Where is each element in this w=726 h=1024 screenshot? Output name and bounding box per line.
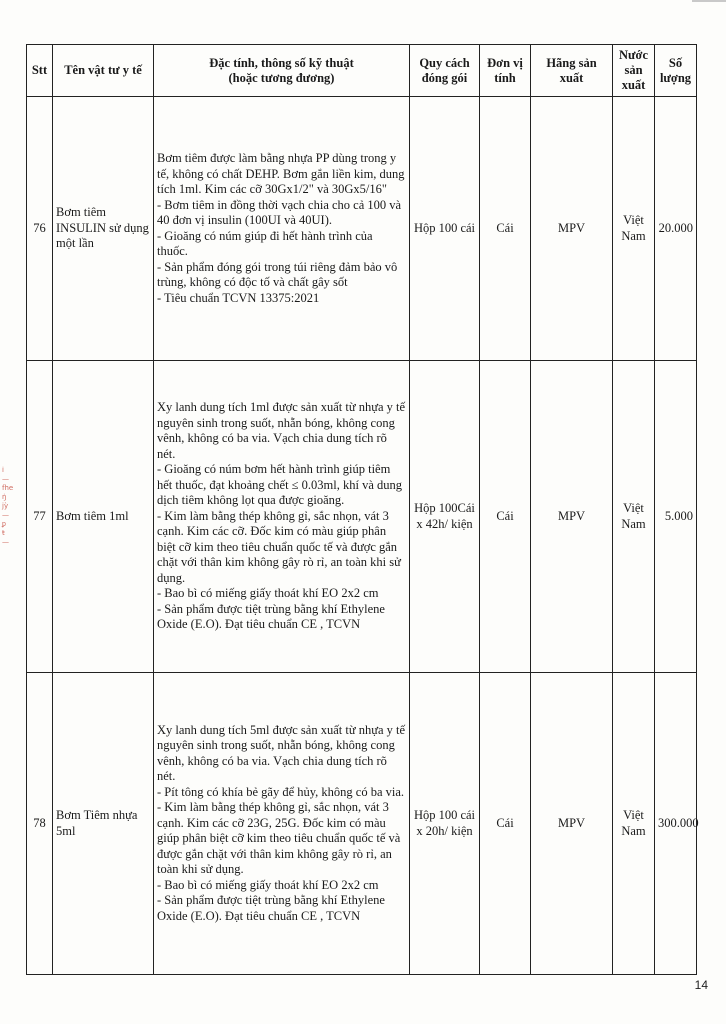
spec-line: Xy lanh dung tích 1ml được sản xuất từ nhựa y tế nguyên sinh trong suốt, nhẵn bóng, không cong vênh, không có ba via. Vạch chia dung tích rõ nét. xyxy=(157,400,406,461)
header-spec xyxy=(154,45,410,97)
row-name: Bơm tiêm 1ml xyxy=(53,361,154,673)
spec-line: - Gioăng có núm bơm hết hành trình giúp tiêm hết thuốc, đạt khoảng chết ≤ 0.03ml, khí và dung dịch tiêm không lọt qua được gioăng. xyxy=(157,462,403,508)
page-number: 14 xyxy=(694,978,708,992)
spec-line: - Bao bì có miếng giấy thoát khí EO 2x2 cm xyxy=(157,586,379,601)
top-edge-mark xyxy=(692,0,726,2)
spec-line: - Gioăng có núm giúp đi hết hành trình của thuốc. xyxy=(157,228,373,258)
row-stt: 76 xyxy=(27,97,53,361)
row-pack: Hộp 100 cái x 20h/ kiện xyxy=(410,673,480,975)
row-spec xyxy=(154,97,410,361)
header-spec-title: Đặc tính, thông số kỹ thuật xyxy=(209,55,354,70)
header-stt: Stt xyxy=(27,45,53,97)
header-spec-sub: (hoặc tương đương) xyxy=(228,70,335,85)
row-pack: Hộp 100 cái xyxy=(410,97,480,361)
header-maker: Hãng sản xuất xyxy=(531,45,613,97)
spec-line: - Kim làm bằng thép không gỉ, sắc nhọn, vát 3 cạnh. Kim các cỡ. Đốc kim có màu giúp phân biệt cỡ kim theo tiêu chuẩn quốc tế và được gắn chặt với thân kim không gây rò rỉ, an toàn khi sử dụng. xyxy=(157,508,401,585)
row-qty: 300.000 xyxy=(655,673,697,975)
header-row xyxy=(27,45,697,97)
table-row xyxy=(27,673,697,975)
spec-line: - Tiêu chuẩn TCVN 13375:2021 xyxy=(157,290,320,305)
row-spec xyxy=(154,673,410,975)
row-maker: MPV xyxy=(531,361,613,673)
spec-line: Bơm tiêm được làm bằng nhựa PP dùng trong y tế, không có chất DEHP. Bơm gắn liền kim, dung tích 1ml. Kim các cỡ 30Gx1/2" và 30Gx5/16" xyxy=(157,151,405,196)
row-name: Bơm Tiêm nhựa 5ml xyxy=(53,673,154,975)
row-spec xyxy=(154,361,410,673)
spec-line: - Sản phẩm được tiệt trùng bằng khí Ethylene Oxide (E.O). Đạt tiêu chuẩn CE , TCVN xyxy=(157,893,385,923)
table-row xyxy=(27,97,697,361)
margin-handwriting: ı̇ — fhe ŋ̇ jỳ — ᵱ ŧ — xyxy=(2,466,14,546)
row-country: Việt Nam xyxy=(613,361,655,673)
spec-line: Xy lanh dung tích 5ml được sản xuất từ nhựa y tế nguyên sinh trong suốt, nhẵn bóng, không cong vênh, không có ba via. Vạch chia dung tích rõ nét. xyxy=(157,722,406,784)
equipment-spec-table xyxy=(26,44,697,975)
row-country: Việt Nam xyxy=(613,673,655,975)
row-maker: MPV xyxy=(531,673,613,975)
row-name: Bơm tiêm INSULIN sử dụng một lần xyxy=(53,97,154,361)
row-stt: 77 xyxy=(27,361,53,673)
row-stt: 78 xyxy=(27,673,53,975)
spec-line: - Sản phẩm đóng gói trong túi riêng đảm bảo vô trùng, không có độc tố và chất gây sốt xyxy=(157,259,398,289)
row-pack: Hộp 100Cái x 42h/ kiện xyxy=(410,361,480,673)
header-pack: Quy cách đóng gói xyxy=(410,45,480,97)
spec-line: - Bơm tiêm in đồng thời vạch chia cho cả 100 và 40 đơn vị insulin (100UI và 40UI). xyxy=(157,197,402,227)
row-maker: MPV xyxy=(531,97,613,361)
row-qty: 5.000 xyxy=(655,361,697,673)
spec-line: - Kim làm bằng thép không gỉ, sắc nhọn, vát 3 cạnh. Kim các cỡ 23G, 25G. Đốc kim có màu giúp phân biệt cỡ kim theo tiêu chuẩn quốc tế và được gắn chặt với thân kim không gây rò rỉ, an toàn khi sử dụng. xyxy=(157,800,401,877)
row-country: Việt Nam xyxy=(613,97,655,361)
header-qty: Số lượng xyxy=(655,45,697,97)
spec-line: - Pít tông có khía bẻ gãy để hủy, không có ba via. xyxy=(157,784,405,799)
header-country: Nước sản xuất xyxy=(613,45,655,97)
spec-line: - Bao bì có miếng giấy thoát khí EO 2x2 cm xyxy=(157,877,379,892)
table-row xyxy=(27,361,697,673)
header-unit: Đơn vị tính xyxy=(480,45,531,97)
row-qty: 20.000 xyxy=(655,97,697,361)
row-unit: Cái xyxy=(480,673,531,975)
spec-line: - Sản phẩm được tiệt trùng bằng khí Ethylene Oxide (E.O). Đạt tiêu chuẩn CE , TCVN xyxy=(157,601,385,632)
header-name: Tên vật tư y tế xyxy=(53,45,154,97)
row-unit: Cái xyxy=(480,97,531,361)
row-unit: Cái xyxy=(480,361,531,673)
